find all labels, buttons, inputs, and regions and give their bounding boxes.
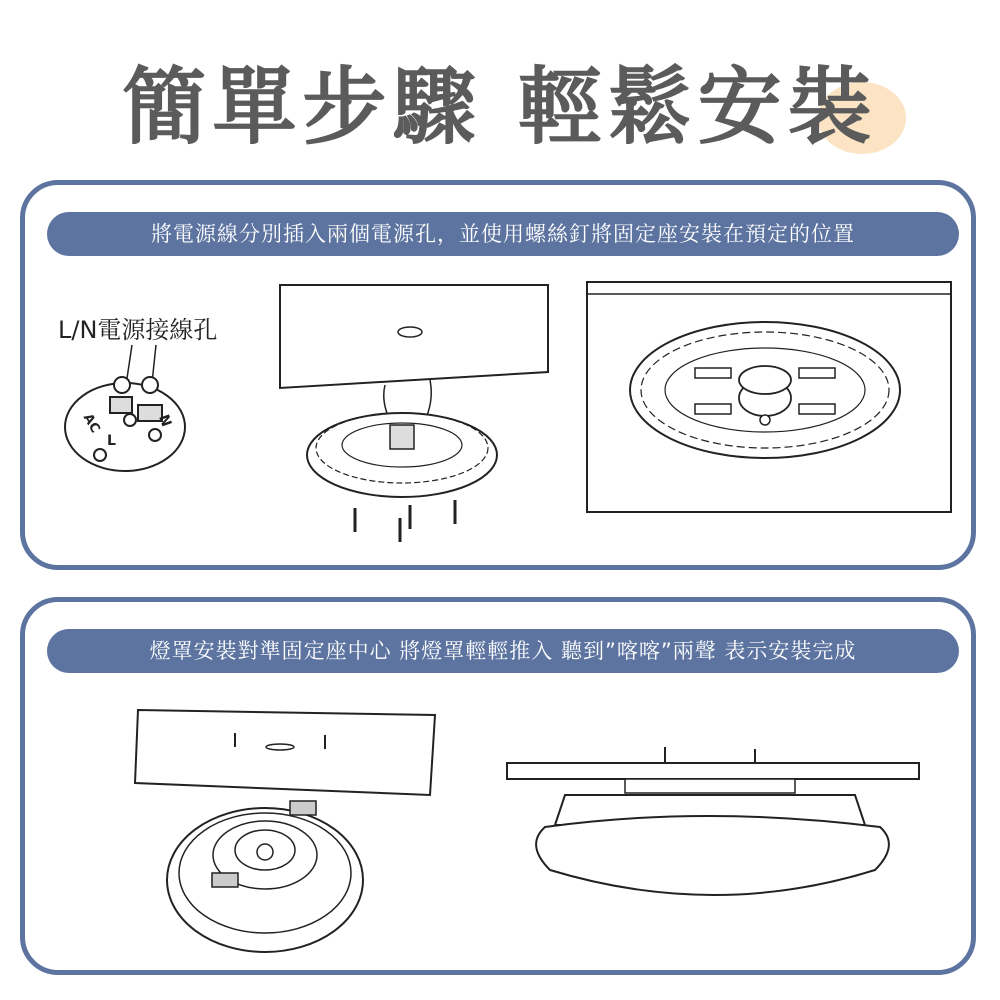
mounting-base-with-screws-illustration [270, 280, 560, 545]
terminal-label-ac: AC [79, 411, 103, 436]
terminal-label-n: N [155, 412, 175, 429]
power-terminal-callout: L/N電源接線孔 [58, 316, 218, 344]
terminal-block-illustration [60, 345, 200, 475]
cover-alignment-illustration [130, 705, 440, 960]
cover-installed-side-illustration [505, 745, 925, 920]
page-header [0, 22, 1000, 156]
page-title: 簡單步驟 輕鬆安裝 [122, 58, 878, 156]
step-1-banner: 將電源線分別插入兩個電源孔，並使用螺絲釘將固定座安裝在預定的位置 [47, 212, 959, 256]
step-2-banner: 燈罩安裝對準固定座中心 將燈罩輕輕推入 聽到”喀喀”兩聲 表示安裝完成 [47, 629, 959, 673]
mounted-base-closeup-illustration [585, 280, 955, 515]
terminal-label-l: L [107, 433, 116, 449]
